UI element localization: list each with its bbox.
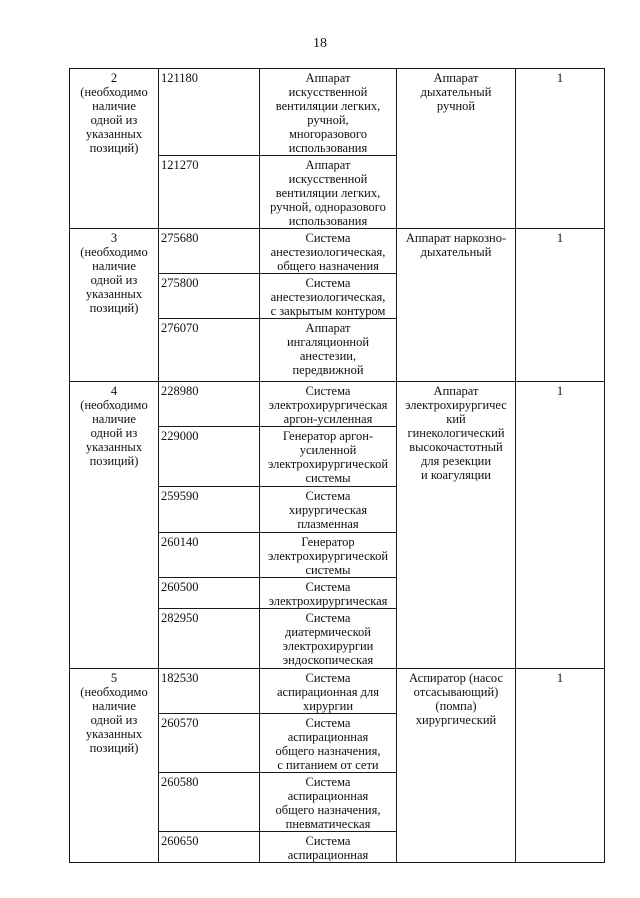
text-line: указанных (85, 440, 143, 454)
code-cell: 121270 (159, 156, 260, 229)
name-cell (260, 69, 397, 156)
name-cell (260, 609, 397, 669)
text-line: позиций) (89, 454, 139, 468)
text-line: Система (305, 489, 351, 503)
text-line: указанных (85, 127, 143, 141)
text-line: вентиляции легких, (275, 99, 381, 113)
text-line: Аппарат (305, 321, 351, 335)
text-line: Аспиратор (насос (408, 671, 504, 685)
text-line: Система (305, 671, 351, 685)
text-line: ручной, (307, 113, 349, 127)
text-line: Система (305, 384, 351, 398)
name-cell (260, 669, 397, 714)
text-line: усиленной (299, 443, 357, 457)
text-line: для резекции (420, 454, 492, 468)
text-line: 5 (110, 671, 118, 685)
text-line: с закрытым контуром (270, 304, 386, 318)
text-line: 4 (110, 384, 118, 398)
text-line: наличие (92, 259, 136, 273)
name-cell (260, 773, 397, 832)
code-cell: 121180 (159, 69, 260, 156)
code-cell: 229000 (159, 427, 260, 487)
text-line: использования (288, 214, 368, 228)
text-line: электрохирургичес (405, 398, 507, 412)
text-line: системы (305, 471, 351, 485)
text-line: аргон-усиленная (283, 412, 373, 426)
text-line: (необходимо (80, 245, 148, 259)
text-line: хирургическая (288, 503, 368, 517)
text-line: одной из (90, 273, 138, 287)
text-line: анестезиологическая, (270, 245, 386, 259)
text-line: позиций) (89, 301, 139, 315)
name-cell (260, 382, 397, 427)
text-line: 3 (110, 231, 118, 245)
text-line: искусственной (288, 85, 368, 99)
text-line: анестезии, (299, 349, 357, 363)
name-cell (260, 832, 397, 863)
text-line: диатермической (284, 625, 372, 639)
page-number: 18 (313, 36, 327, 51)
text-line: Система (305, 716, 351, 730)
code-cell: 260570 (159, 714, 260, 773)
position-cell (70, 669, 159, 863)
name-cell (260, 578, 397, 609)
text-line: аспирационная (287, 730, 369, 744)
text-line: общего назначения, (275, 803, 381, 817)
name-cell (260, 156, 397, 229)
text-line: 2 (110, 71, 118, 85)
text-line: многоразового (289, 127, 367, 141)
text-line: эндоскопическая (282, 653, 374, 667)
text-line: Аппарат (305, 158, 351, 172)
position-cell (70, 229, 159, 382)
text-line: (необходимо (80, 685, 148, 699)
name-cell (260, 319, 397, 382)
text-line: передвижной (292, 363, 364, 377)
text-line: отсасывающий) (413, 685, 499, 699)
equipment-table (69, 68, 605, 863)
text-line: использования (288, 141, 368, 155)
text-line: хирургии (302, 699, 354, 713)
code-cell: 260650 (159, 832, 260, 863)
text-line: аспирационная для (276, 685, 380, 699)
name-cell (260, 274, 397, 319)
quantity-cell: 1 (516, 669, 605, 863)
text-line: высокочастотный (409, 440, 503, 454)
text-line: одной из (90, 113, 138, 127)
text-line: ингаляционной (286, 335, 370, 349)
name-cell (260, 427, 397, 487)
text-line: электрохирургической (267, 549, 389, 563)
device-type-cell (397, 69, 516, 229)
text-line: электрохирургии (282, 639, 374, 653)
code-cell: 260580 (159, 773, 260, 832)
text-line: гинекологический (407, 426, 505, 440)
code-cell: 275680 (159, 229, 260, 274)
device-type-cell (397, 229, 516, 382)
text-line: вентиляции легких, (275, 186, 381, 200)
quantity-cell: 1 (516, 69, 605, 229)
device-type-cell (397, 382, 516, 669)
text-line: ручной (436, 99, 476, 113)
text-line: Генератор аргон- (282, 429, 374, 443)
text-line: (необходимо (80, 85, 148, 99)
text-line: одной из (90, 713, 138, 727)
text-line: Аппарат (433, 71, 479, 85)
text-line: позиций) (89, 741, 139, 755)
text-line: Система (305, 231, 351, 245)
code-cell: 182530 (159, 669, 260, 714)
text-line: аспирационная (287, 789, 369, 803)
text-line: и коагуляции (421, 468, 491, 482)
text-line: (необходимо (80, 398, 148, 412)
code-cell: 259590 (159, 487, 260, 533)
device-type-cell (397, 669, 516, 863)
text-line: плазменная (297, 517, 359, 531)
text-line: дыхательный (420, 85, 492, 99)
table-row (70, 229, 605, 274)
code-cell: 228980 (159, 382, 260, 427)
text-line: ручной, одноразового (270, 200, 386, 214)
name-cell (260, 229, 397, 274)
text-line: наличие (92, 699, 136, 713)
text-line: электрохирургической (267, 457, 389, 471)
text-line: Система (305, 580, 351, 594)
table-row (70, 69, 605, 156)
text-line: системы (305, 563, 351, 577)
position-cell (70, 382, 159, 669)
text-line: Аппарат (305, 71, 351, 85)
text-line: Генератор (301, 535, 355, 549)
text-line: указанных (85, 727, 143, 741)
quantity-cell: 1 (516, 382, 605, 669)
text-line: искусственной (288, 172, 368, 186)
text-line: с питанием от сети (277, 758, 379, 772)
text-line: Система (305, 775, 351, 789)
text-line: наличие (92, 99, 136, 113)
quantity-cell: 1 (516, 229, 605, 382)
text-line: (помпа) (435, 699, 477, 713)
table-row (70, 382, 605, 427)
name-cell (260, 487, 397, 533)
text-line: Аппарат (433, 384, 479, 398)
text-line: электрохирургическая (268, 594, 388, 608)
code-cell: 260140 (159, 533, 260, 578)
code-cell: 260500 (159, 578, 260, 609)
code-cell: 275800 (159, 274, 260, 319)
text-line: хирургический (415, 713, 497, 727)
text-line: Система (305, 611, 351, 625)
text-line: дыхательный (420, 245, 492, 259)
text-line: общего назначения (277, 259, 379, 273)
text-line: Система (305, 834, 351, 848)
text-line: одной из (90, 426, 138, 440)
position-cell (70, 69, 159, 229)
text-line: кий (446, 412, 466, 426)
text-line: наличие (92, 412, 136, 426)
code-cell: 282950 (159, 609, 260, 669)
text-line: Аппарат наркозно- (405, 231, 507, 245)
name-cell (260, 533, 397, 578)
text-line: указанных (85, 287, 143, 301)
text-line: пневматическая (285, 817, 371, 831)
text-line: позиций) (89, 141, 139, 155)
code-cell: 276070 (159, 319, 260, 382)
name-cell (260, 714, 397, 773)
text-line: общего назначения, (275, 744, 381, 758)
text-line: Система (305, 276, 351, 290)
table-body (70, 69, 605, 863)
table-row (70, 669, 605, 714)
text-line: электрохирургическая (268, 398, 388, 412)
text-line: анестезиологическая, (270, 290, 386, 304)
text-line: аспирационная (287, 848, 369, 862)
